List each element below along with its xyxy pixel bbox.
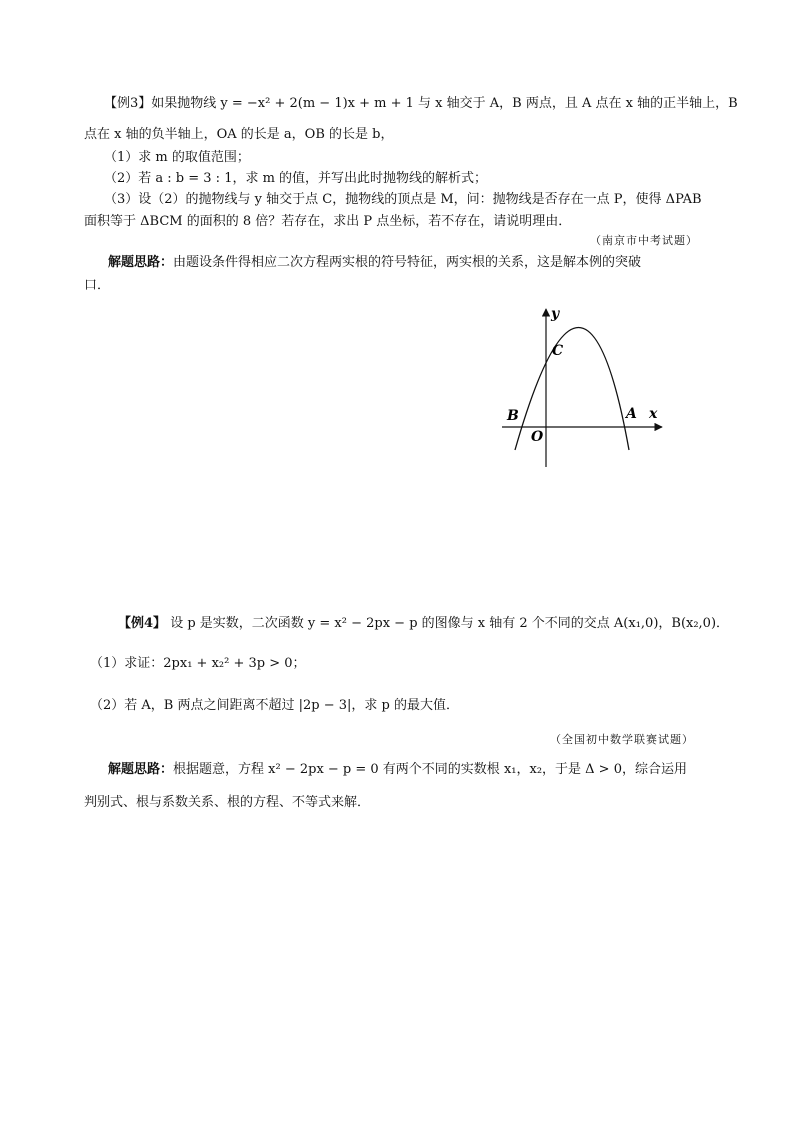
example4-part-1: （1）求证：2px₁ + x₂² + 3p > 0； bbox=[90, 656, 306, 671]
example3-line-2: 点在 x 轴的负半轴上，OA 的长是 a，OB 的长是 b， bbox=[84, 127, 394, 142]
example3-hint-line-2: 口． bbox=[84, 278, 111, 293]
example4-hint-line-2: 判别式、根与系数关系、根的方程、不等式来解． bbox=[84, 795, 371, 810]
example4-source: （全国初中数学联赛试题） bbox=[550, 733, 694, 746]
example3-part-2: （2）若 a : b = 3 : 1，求 m 的值，并写出此时抛物线的解析式； bbox=[104, 171, 488, 186]
example3-part-1: （1）求 m 的取值范围； bbox=[104, 150, 250, 165]
example4-hint-text: 根据题意，方程 x² − 2px − p = 0 有两个不同的实数根 x₁，x₂，于是 Δ > 0，综合运用 bbox=[173, 762, 687, 777]
example4-part-2: （2）若 A，B 两点之间距离不超过 |2p − 3|，求 p 的最大值． bbox=[90, 698, 459, 713]
label-c: C bbox=[552, 343, 564, 359]
example3-part-3: （3）设（2）的抛物线与 y 轴交于点 C，抛物线的顶点是 M，问：抛物线是否存在一点 P，使得 ΔPAB bbox=[104, 192, 702, 207]
example4-statement: 设 p 是实数，二次函数 y = x² − 2px − p 的图像与 x 轴有 2 个不同的交点 A(x₁,0)，B(x₂,0)． bbox=[170, 616, 730, 631]
example3-hint-line-1 bbox=[108, 254, 641, 272]
example4-label: 【例4】 bbox=[118, 616, 167, 631]
label-a: A bbox=[626, 406, 637, 422]
example3-part-3-cont: 面积等于 ΔBCM 的面积的 8 倍？若存在，求出 P 点坐标，若不存在，请说明理由． bbox=[84, 214, 572, 229]
example3-source: （南京市中考试题） bbox=[590, 234, 698, 247]
example3-hint-label: 解题思路： bbox=[108, 255, 174, 270]
label-x: x bbox=[649, 406, 658, 422]
example3-hint-text: 由题设条件得相应二次方程两实根的符号特征，两实根的关系，这是解本例的突破 bbox=[173, 255, 642, 270]
example3-line-1: 【例3】如果抛物线 y = −x² + 2(m − 1)x + m + 1 与 x 轴交于 A，B 两点，且 A 点在 x 轴的正半轴上，B bbox=[104, 96, 738, 111]
parabola-figure bbox=[498, 305, 668, 470]
example4-hint-label: 解题思路： bbox=[108, 762, 174, 777]
label-y: y bbox=[551, 306, 560, 322]
example4-title bbox=[118, 615, 729, 633]
example4-hint-line-1 bbox=[108, 761, 687, 779]
label-o: O bbox=[531, 429, 544, 445]
label-b: B bbox=[507, 408, 519, 424]
